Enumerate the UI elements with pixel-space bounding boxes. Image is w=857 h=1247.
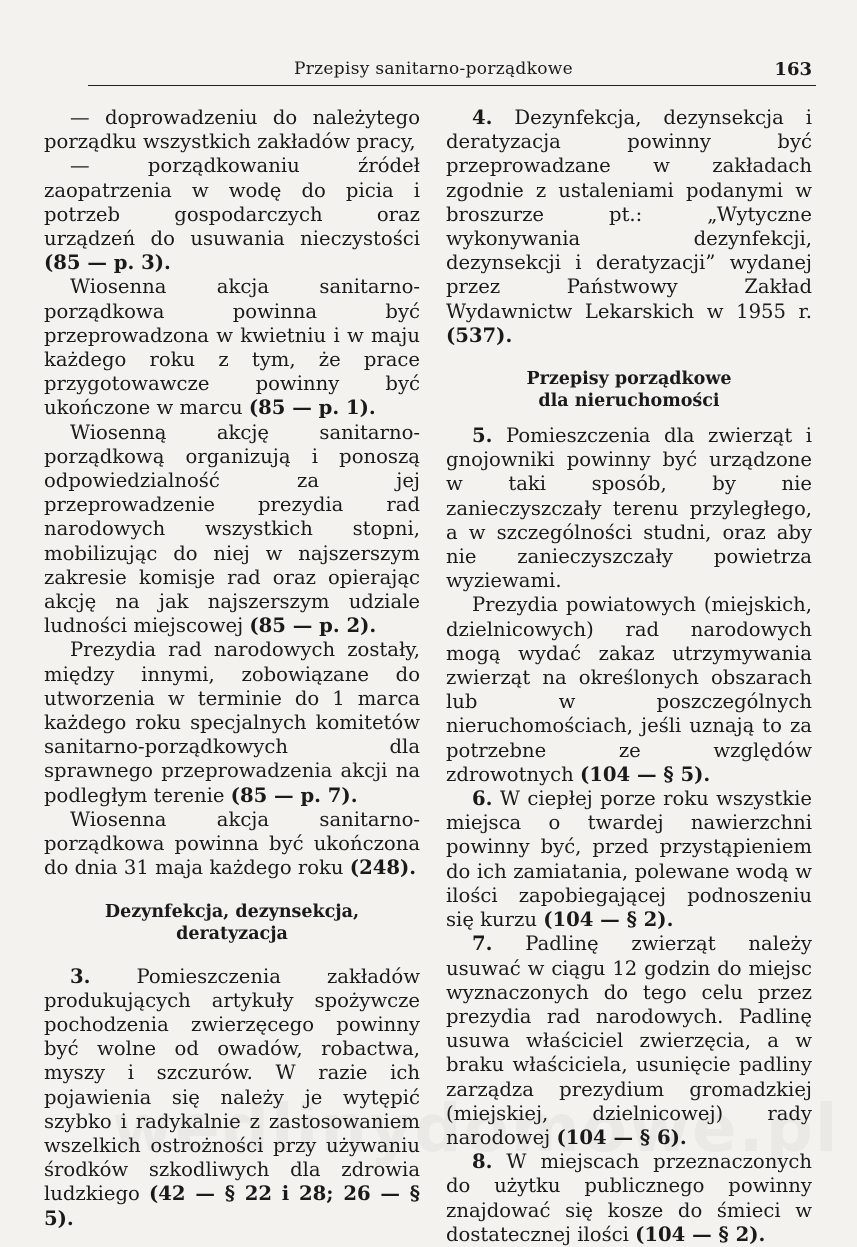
- reference: (85 — p. 1).: [248, 396, 376, 420]
- right-column: [446, 106, 812, 1247]
- reference: (104 — § 5).: [580, 762, 711, 786]
- paragraph: 8. W miejscach przeznaczonych do użytku publicznego powinny znajdować się kosze do śmieci w dostatecznej ilości (104 — § 2).: [446, 1150, 812, 1246]
- page-number: 163: [774, 59, 812, 80]
- paragraph: 5. Pomieszczenia dla zwierząt i gnojowniki powinny być urządzone w taki sposób, by nie zanieczyszczały terenu przyległego, a w szczególności studni, oraz aby nie zanieczyszczały powietrza wyziewami.: [446, 424, 812, 593]
- paragraph: Wiosenna akcja sanitarno-porządkowa powinna być ukończona do dnia 31 maja każdego roku (248).: [44, 807, 420, 880]
- paragraph: — doprowadzeniu do należytego porządku wszystkich zakładów pracy,: [44, 106, 420, 154]
- reference: (85 — p. 3).: [44, 251, 171, 275]
- left-column: [44, 106, 420, 1231]
- reference: (42 — § 22 i 28; 26 — § 5).: [44, 1182, 420, 1230]
- paragraph: Prezydia powiatowych (miejskich, dzielnicowych) rad narodowych mogą wydać zakaz utrzymywania zwierząt na określonych obszarach lub w poszczególnych nieruchomościach, jeśli uznają to za potrzebne ze względów zdrowotnych (104 — § 5).: [446, 593, 812, 786]
- reference: (104 — § 6).: [556, 1125, 687, 1149]
- paragraph: Wiosenna akcja sanitarno-porządkowa powinna być przeprowadzona w kwietniu i w maju każdego roku z tym, że prace przygotowawcze powinny być ukończone w marcu (85 — p. 1).: [44, 275, 420, 420]
- paragraph: Wiosenną akcję sanitarno-porządkową organizują i ponoszą odpowiedzialność za jej przeprowadzenie prezydia rad narodowych wszystkich stopni, mobilizując do niej w najszerszym zakresie komisje rad oraz opierając akcję na jak najszerszym udziale ludności miejscowej (85 — p. 2).: [44, 420, 420, 638]
- section-number: 8.: [472, 1150, 493, 1174]
- paragraph: 4. Dezynfekcja, dezynsekcja i deratyzacja powinny być przeprowadzane w zakładach zgodnie z ustaleniami podanymi w broszurze pt.: „Wytyczne wykonywania dezynfekcji, dezynsekcji i deratyzacji” wydanej przez Państwowy Zakład Wydawnictw Lekarskich w 1955 r. (537).: [446, 106, 812, 347]
- reference: (104 — § 2).: [635, 1222, 766, 1246]
- section-heading: Przepisy porządkowe dla nieruchomości: [526, 369, 732, 412]
- paragraph: — porządkowaniu źródeł zaopatrzenia w wodę do picia i potrzeb gospodarczych oraz urządzeń do usuwania nieczystości (85 — p. 3).: [44, 154, 420, 275]
- paragraph: 3. Pomieszczenia zakładów produkujących artykuły spożywcze pochodzenia zwierzęcego powinny być wolne od owadów, robactwa, myszy i szczurów. W razie ich pojawienia się należy je wytępić szybko i radykalnie z zastosowaniem wszelkich ostrożności przy używaniu środków szkodliwych dla zdrowia ludzkiego (42 — § 22 i 28; 26 — § 5).: [44, 964, 421, 1230]
- reference: (85 — p. 2).: [249, 614, 377, 638]
- section-number: 3.: [70, 964, 91, 988]
- page-header: [88, 55, 816, 86]
- reference: (537).: [446, 323, 513, 347]
- section-number: 6.: [472, 787, 493, 811]
- reference: (85 — p. 7).: [230, 783, 358, 807]
- reference: (104 — § 2).: [543, 908, 674, 932]
- section-number: 7.: [472, 932, 493, 956]
- section-heading: Dezynfekcja, dezynsekcja, deratyzacja: [104, 901, 360, 944]
- section-number: 5.: [472, 424, 493, 448]
- paragraph: 7. Padlinę zwierząt należy usuwać w ciągu 12 godzin do miejsc wyznaczonych do tego celu przez prezydia rad narodowych. Padlinę usuwa właściciel zwierzęcia, a w braku właściciela, usunięcie padliny zarządza prezydium gromadzkiej (miejskiej, dzielnicowej) rady narodowej (104 — § 6).: [446, 932, 812, 1149]
- paragraph: Prezydia rad narodowych zostały, między innymi, zobowiązane do utworzenia w terminie do 1 marca każdego roku specjalnych komitetów sanitarno-porządkowych dla sprawnego przeprowadzenia akcji na podległym terenie (85 — p. 7).: [44, 638, 420, 807]
- section-number: 4.: [472, 106, 493, 129]
- paragraph: 6. W ciepłej porze roku wszystkie miejsca o twardej nawierzchni powinny być, przed przystąpieniem do ich zamiatania, polewane wodą w ilości zapobiegającej podnoszeniu się kurzu (104 — § 2).: [446, 787, 812, 932]
- running-title: Przepisy sanitarno-porządkowe: [294, 59, 573, 79]
- reference: (248).: [349, 856, 417, 880]
